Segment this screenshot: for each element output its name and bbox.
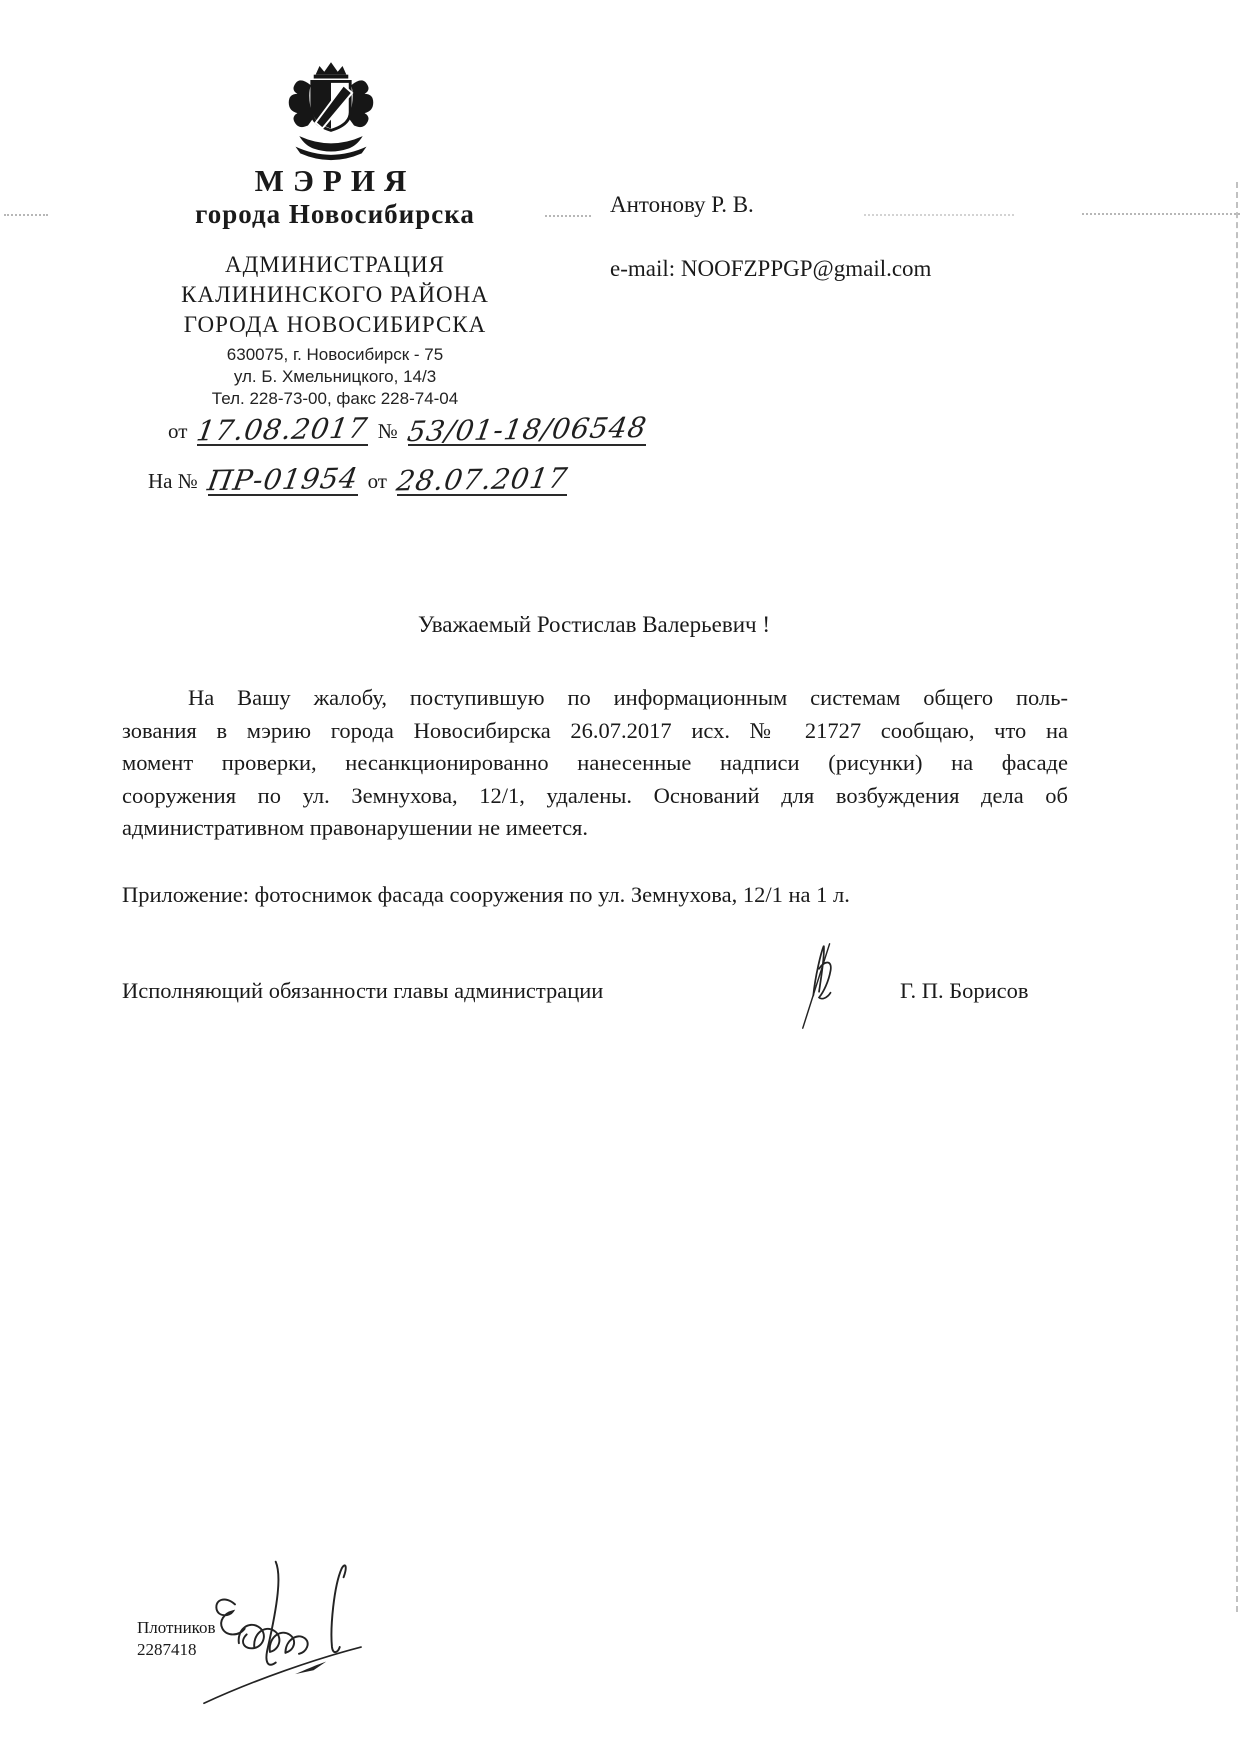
body-line: На Вашу жалобу, поступившую по информационным системам общего поль- [188,685,1068,710]
phone-fax-line: Тел. 228-73-00, факс 228-74-04 [211,389,459,408]
scan-artifact-dots [4,214,48,216]
novosibirsk-coat-of-arms-icon [283,62,379,168]
in-reference-label: На № [148,469,198,493]
in-from-label: от [367,469,387,493]
signer-name: Г. П. Борисов [900,978,1029,1003]
in-date-field [394,461,571,498]
body-line: зования в мэрию города Новосибирска 26.07.2017 исх. № 21727 сообщаю, что на [122,717,1068,743]
signature-scribble-icon [795,940,845,1037]
out-from-label: от [168,419,188,443]
out-number-field [404,410,650,449]
in-number-handwritten: ПР-01954 [205,461,361,498]
executor-phone: 2287418 [137,1640,197,1659]
out-date-field [194,411,371,448]
executor-signature-scribble-icon [198,1552,368,1717]
body-line: сооружения по ул. Земнухова, 12/1, удалены. Оснований для возбуждения дела об [122,782,1068,808]
salutation: Уважаемый Ростислав Валерьевич ! [418,612,770,637]
recipient-name: Антонову Р. В. [610,192,754,217]
in-number-field [205,461,361,498]
signer-position-title: Исполняющий обязанности главы администрации [122,978,604,1003]
body-line: административном правонарушении не имеется. [122,815,589,840]
department-line2: КАЛИНИНСКОГО РАЙОНА [181,282,489,307]
org-name-line2: города Новосибирска [195,199,475,229]
executor-name: Плотников [137,1618,216,1637]
recipient-email: e-mail: NOOFZPPGP@gmail.com [610,256,932,281]
address-line2: ул. Б. Хмельницкого, 14/3 [233,367,437,386]
scan-artifact-edge-line [1236,182,1238,1612]
scan-artifact-dots [1082,213,1240,215]
address-line1: 630075, г. Новосибирск - 75 [226,345,444,364]
body-paragraph [122,682,1068,845]
incoming-reference-line [148,461,571,498]
outgoing-reference-line [168,410,650,449]
attachment-line: Приложение: фотоснимок фасада сооружения по ул. Земнухова, 12/1 на 1 л. [122,882,850,907]
scan-artifact-dots [864,214,1014,216]
department-line3: ГОРОДА НОВОСИБИРСКА [183,312,487,337]
body-line: момент проверки, несанкционированно нанесенные надписи (рисунки) на фасаде [122,750,1068,775]
out-date-handwritten: 17.08.2017 [194,411,371,448]
out-number-handwritten: 53/01-18/06548 [404,410,650,449]
org-name-line1: МЭРИЯ [254,163,416,198]
department-line1: АДМИНИСТРАЦИЯ [225,252,445,277]
out-number-label: № [377,419,398,443]
in-date-handwritten: 28.07.2017 [394,461,571,498]
scan-artifact-dots [545,215,591,217]
